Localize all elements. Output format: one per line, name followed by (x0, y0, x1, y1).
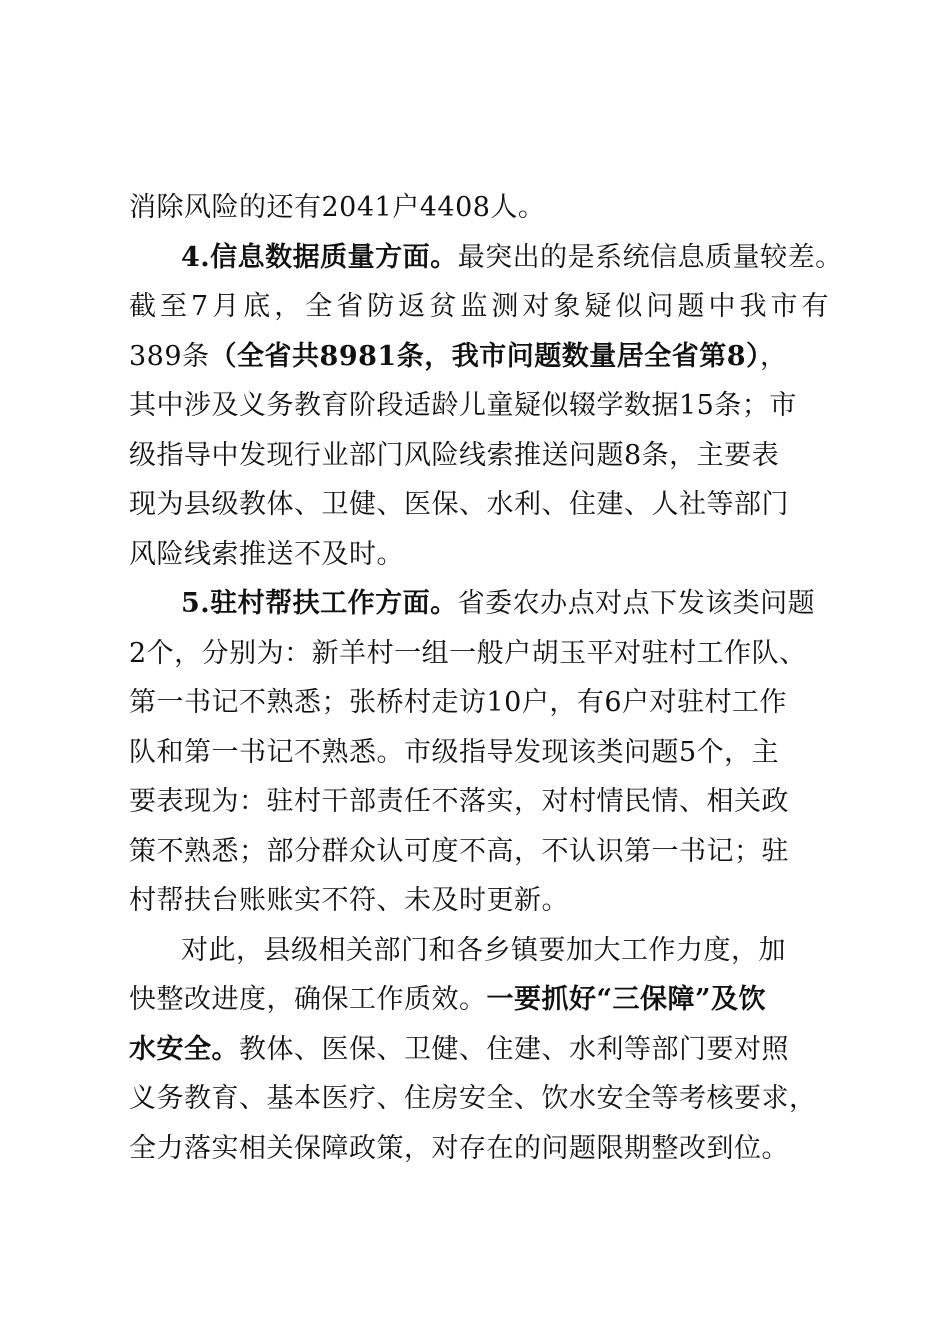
line-text: 村帮扶台账账实不符、未及时更新。 (129, 885, 569, 916)
text-line (129, 381, 829, 431)
line-text: 389条 (129, 340, 210, 372)
text-line (129, 678, 829, 728)
line-text: 现为县级教体、卫健、医保、水利、住建、人社等部门 (129, 489, 789, 520)
line-text: 其中涉及义务教育阶段适龄儿童疑似辍学数据15条；市 (129, 390, 797, 421)
line-text: 消除风险的还有2041户4408人。 (129, 192, 546, 223)
line-text: ， (759, 340, 788, 372)
line-text: 全力落实相关保障政策，对存在的问题限期整改到位。 (129, 1132, 789, 1164)
line-text: 对此，县级相关部门和各乡镇要加大工作力度，加 (181, 934, 786, 966)
text-line (129, 282, 829, 332)
text-line (129, 1025, 829, 1075)
paragraph-start-line (129, 926, 829, 976)
text-line (129, 431, 829, 481)
text-line (129, 332, 829, 382)
line-text: 第一书记不熟悉；张桥村走访10户，有6户对驻村工作 (129, 687, 788, 718)
text-line (129, 183, 829, 233)
line-text: 级指导中发现行业部门风险线索推送问题8条，主要表 (129, 439, 780, 471)
line-text: 义务教育、基本医疗、住房安全、饮水安全等考核要求， (129, 1083, 817, 1114)
text-line (129, 777, 829, 827)
document-body (129, 183, 843, 1173)
bold-requirement-heading: 一要抓好“三保障”及饮 (486, 984, 767, 1015)
text-line (129, 629, 829, 679)
heading-village-assistance: 5.驻村帮扶工作方面。 (181, 588, 458, 619)
bold-requirement-heading: 水安全。 (129, 1033, 239, 1065)
line-text: 教体、医保、卫健、住建、水利等部门要对照 (239, 1033, 789, 1065)
line-text: 截至7月底，全省防返贫监测对象疑似问题中我市有 (129, 291, 829, 322)
paragraph-heading-line (129, 579, 829, 629)
bold-statistic-note: （全省共8981条，我市问题数量居全省第8） (209, 340, 760, 372)
text-line (129, 827, 829, 877)
text-line (129, 480, 829, 530)
text-line (129, 1074, 829, 1124)
heading-info-data-quality: 4.信息数据质量方面。 (181, 241, 458, 273)
line-text: 队和第一书记不熟悉。市级指导发现该类问题5个，主 (129, 736, 780, 768)
line-text: 风险线索推送不及时。 (129, 538, 404, 570)
line-text: 2个，分别为：新羊村一组一般户胡玉平对驻村工作队、 (129, 637, 807, 669)
line-text: 策不熟悉；部分群众认可度不高，不认识第一书记；驻 (129, 835, 789, 867)
line-text: 要表现为：驻村干部责任不落实，对村情民情、相关政 (129, 786, 789, 817)
line-text: 快整改进度，确保工作质效。 (129, 984, 487, 1015)
text-line (129, 728, 829, 778)
text-line (129, 530, 829, 580)
text-line (129, 876, 829, 926)
line-text: 省委农办点对点下发该类问题 (457, 588, 816, 619)
line-text: 最突出的是系统信息质量较差。 (457, 241, 843, 273)
text-line (129, 975, 829, 1025)
text-line (129, 1124, 829, 1174)
paragraph-heading-line (129, 233, 843, 283)
